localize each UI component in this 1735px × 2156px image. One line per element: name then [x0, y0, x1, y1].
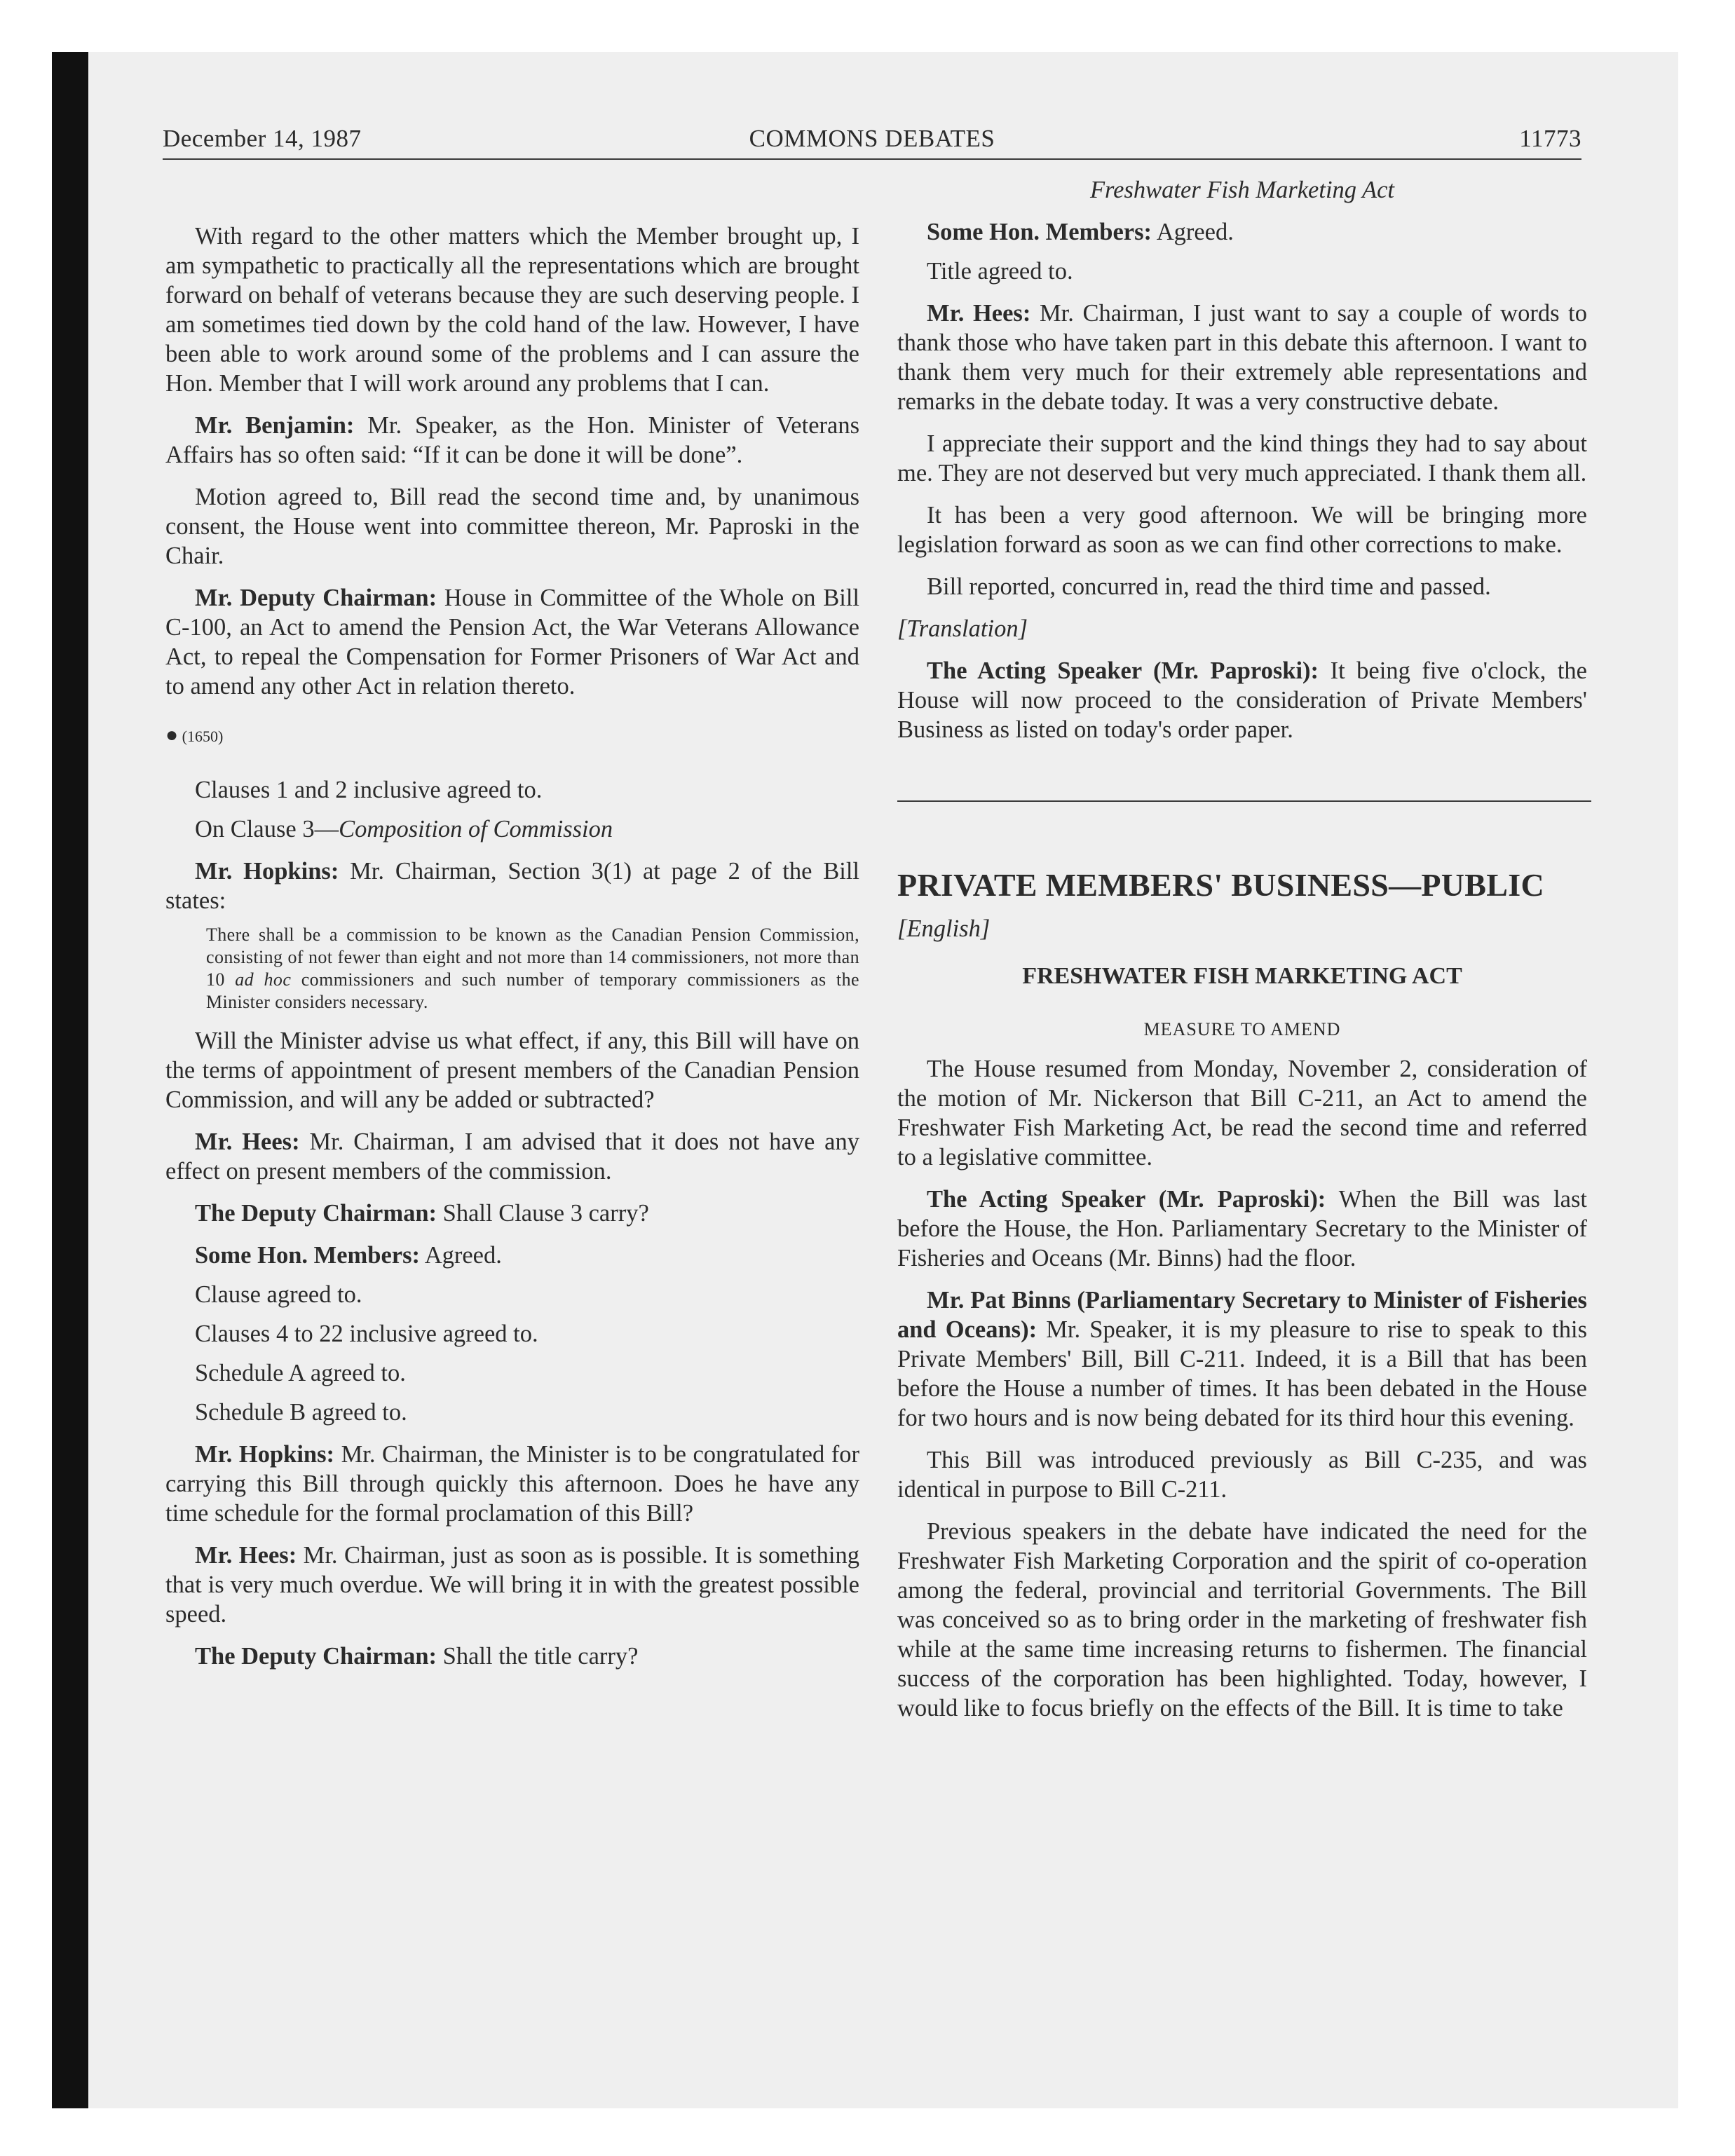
quoted-section — [206, 924, 859, 1014]
running-title: Freshwater Fish Marketing Act — [1089, 177, 1395, 203]
speech-text: Mr. Speaker, as the Hon. Minister of Veterans Affairs has so often said: “If it can be done it will be done”. — [165, 412, 859, 468]
speaker-name: Mr. Hopkins: — [195, 858, 339, 885]
speaker-name: Mr. Deputy Chairman: — [195, 585, 437, 611]
language-note: [English] — [897, 915, 991, 942]
paragraph: It has been a very good afternoon. We will be bringing more legislation forward as soon as we can find other corrections to make. — [897, 502, 1587, 558]
header-date: December 14, 1987 — [163, 125, 362, 152]
paragraph — [165, 1241, 859, 1270]
paragraph: Clauses 1 and 2 inclusive agreed to. — [195, 777, 543, 803]
speech-text: Mr. Chairman, I am advised that it does not have any effect on present members of the commission. — [165, 1128, 859, 1185]
left-column — [165, 175, 859, 1671]
speaker-name: Mr. Hees: — [195, 1542, 297, 1569]
paragraph — [165, 1642, 859, 1671]
time-marker-label: (1650) — [182, 728, 224, 745]
speaker-name: Some Hon. Members: — [195, 1242, 420, 1269]
speaker-name: Mr. Pat Binns (Parliamentary Secretary to Minister of Fisheries and Oceans): — [897, 1287, 1587, 1343]
paragraph: With regard to the other matters which the Member brought up, I am sympathetic to practically all the representations which are brought forward on behalf of veterans because they are such deserving people. I am sometimes tied down by the cold hand of the law. However, I have been able to work around some of the problems and I can assure the Hon. Member that I will work around any problems that I can. — [165, 223, 859, 397]
right-column — [897, 175, 1587, 1723]
speech-text: Mr. Speaker, it is my pleasure to rise to speak to this Private Members' Bill, Bill C-211. Indeed, it is a Bill that has been before the House a number of times. It has been debated in the House for two hours and is now being debated for its third hour this evening. — [897, 1316, 1587, 1431]
speaker-name: The Acting Speaker (Mr. Paproski): — [927, 657, 1319, 684]
speaker-name: Mr. Benjamin: — [195, 412, 355, 439]
translation-note: [Translation] — [897, 615, 1028, 642]
clause-lead: On Clause 3— — [195, 816, 339, 842]
paragraph — [897, 1185, 1587, 1273]
paragraph: This Bill was introduced previously as Bill C-235, and was identical in purpose to Bill C-211. — [897, 1447, 1587, 1503]
bullet-icon: ● — [165, 723, 179, 746]
paragraph — [897, 656, 1587, 744]
paragraph — [897, 1285, 1587, 1433]
paragraph — [165, 1541, 859, 1629]
paragraph: The House resumed from Monday, November 2, consideration of the motion of Mr. Nickerson that Bill C-211, an Act to amend the Freshwater Fish Marketing Act, be read the second time and referred to a legislative committee. — [897, 1056, 1587, 1171]
speaker-name: Mr. Hopkins: — [195, 1441, 335, 1468]
speech-text: It being five o'clock, the House will now proceed to the consideration of Private Members' Business as listed on today's order paper. — [897, 657, 1587, 743]
speaker-name: Some Hon. Members: — [927, 219, 1152, 245]
paragraph: Will the Minister advise us what effect, if any, this Bill will have on the terms of appointment of present members of the Canadian Pension Commission, and will any be added or subtracted? — [165, 1028, 859, 1113]
speech-text: Mr. Chairman, just as soon as is possible. It is something that is very much overdue. We will bring it in with the greatest possible speed. — [165, 1542, 859, 1628]
speech-text: Mr. Chairman, the Minister is to be congratulated for carrying this Bill through quickly this afternoon. Does he have any time schedule for the formal proclamation of this Bill? — [165, 1441, 860, 1527]
paragraph: Title agreed to. — [927, 258, 1073, 285]
quote-text: commissioners and such number of temporary commissioners as the Minister considers necessary. — [206, 969, 859, 1012]
paragraph — [165, 857, 859, 915]
binding-edge — [52, 52, 88, 2108]
paragraph: Schedule B agreed to. — [195, 1399, 407, 1426]
paragraph: Clauses 4 to 22 inclusive agreed to. — [195, 1321, 538, 1347]
speech-text: Mr. Chairman, Section 3(1) at page 2 of the Bill states: — [165, 858, 859, 914]
speech-text: Agreed. — [1151, 219, 1234, 245]
paragraph: Bill reported, concurred in, read the third time and passed. — [927, 573, 1491, 600]
paragraph: Schedule A agreed to. — [195, 1360, 406, 1386]
quote-italic: ad hoc — [235, 969, 292, 990]
speech-text: Shall Clause 3 carry? — [437, 1200, 649, 1227]
time-marker — [165, 721, 859, 751]
page-header — [163, 123, 1581, 160]
speech-text: When the Bill was last before the House, the Hon. Parliamentary Secretary to the Minister of Fisheries and Oceans (Mr. Binns) had the floor. — [897, 1186, 1587, 1271]
speech-text: Mr. Chairman, I just want to say a couple of words to thank those who have taken part in this debate this afternoon. I want to thank them very much for their extremely able representations and remarks in the debate today. It was a very constructive debate. — [897, 300, 1587, 415]
header-title: COMMONS DEBATES — [749, 125, 995, 152]
speaker-name: Mr. Hees: — [927, 300, 1031, 327]
paragraph — [897, 299, 1587, 416]
paragraph — [897, 217, 1587, 247]
paragraph — [165, 1199, 859, 1228]
bill-heading: FRESHWATER FISH MARKETING ACT — [1022, 963, 1462, 989]
paragraph — [165, 411, 859, 470]
measure-heading: MEASURE TO AMEND — [1143, 1019, 1341, 1039]
paragraph: Previous speakers in the debate have indicated the need for the Freshwater Fish Marketing Corporation and the spirit of co-operation among the federal, provincial and territorial Governments. The Bill was conceived so as to bring order in the marketing of freshwater fish while at the same time increasing returns to fishermen. The financial success of the corporation has been highlighted. Today, however, I would like to focus briefly on the effects of the Bill. It is time to take — [897, 1518, 1587, 1721]
paragraph — [165, 814, 859, 844]
paragraph: Motion agreed to, Bill read the second time and, by unanimous consent, the House went into committee thereon, Mr. Paproski in the Chair. — [165, 484, 859, 569]
section-divider — [897, 800, 1591, 802]
section-heading: PRIVATE MEMBERS' BUSINESS—PUBLIC — [897, 867, 1544, 903]
paragraph — [165, 583, 859, 701]
paragraph: Clause agreed to. — [195, 1281, 362, 1308]
speech-text: Agreed. — [419, 1242, 502, 1269]
speaker-name: The Deputy Chairman: — [195, 1643, 437, 1670]
quote-text: There shall be a commission to be known as the Canadian Pension Commission, consisting of not fewer than eight and not more than 14 commissioners, not more than 10 — [206, 925, 859, 990]
speaker-name: The Deputy Chairman: — [195, 1200, 437, 1227]
speaker-name: The Acting Speaker (Mr. Paproski): — [927, 1186, 1326, 1213]
paragraph — [165, 1127, 859, 1186]
clause-title: Composition of Commission — [339, 816, 613, 842]
paragraph: I appreciate their support and the kind things they had to say about me. They are not deserved but very much appreciated. I thank them all. — [897, 430, 1587, 486]
speaker-name: Mr. Hees: — [195, 1128, 300, 1155]
header-page-number: 11773 — [1519, 125, 1581, 152]
speech-text: Shall the title carry? — [437, 1643, 639, 1670]
speech-text: House in Committee of the Whole on Bill C-100, an Act to amend the Pension Act, the War Veterans Allowance Act, to repeal the Compensation for Former Prisoners of War Act and to amend any other Act in relation thereto. — [165, 585, 860, 700]
paragraph — [165, 1440, 859, 1528]
